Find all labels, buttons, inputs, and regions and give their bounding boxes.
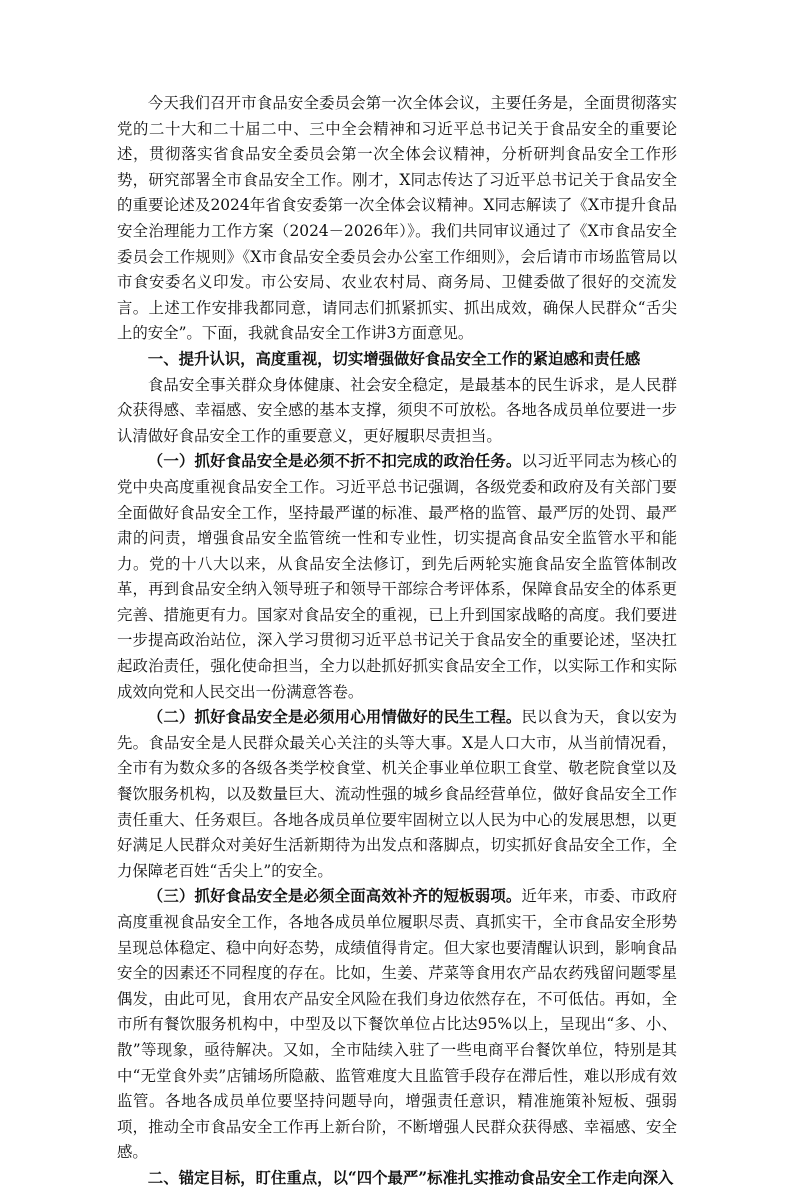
point-1-lead: （一）抓好食品安全是必须不折不扣完成的政治任务。 (147, 452, 522, 471)
point-3-paragraph (117, 884, 677, 1166)
document-body (117, 91, 677, 1192)
intro-paragraph: 今天我们召开市食品安全委员会第一次全体会议，主要任务是，全面贯彻落实党的二十大和二十届二中、三中全会精神和习近平总书记关于食品安全的重要论述，贯彻落实省食品安全委员会第一次全体会议精神，分析研判食品安全工作形势，研究部署全市食品安全工作。刚才，X同志传达了习近平总书记关于食品安全的重要论述及2024年省食安委第一次全体会议精神。X同志解读了《X市提升食品安全治理能力工作方案（2024－2026年）》。我们共同审议通过了《X市食品安全委员会工作规则》《X市食品安全委员会办公室工作细则》，会后请市市场监管局以市食安委名义印发。市公安局、农业农村局、商务局、卫健委做了很好的交流发言。上述工作安排我都同意，请同志们抓紧抓实、抓出成效，确保人民群众“舌尖上的安全”。下面，我就食品安全工作讲3方面意见。 (117, 94, 677, 343)
section-2-heading: 二、锚定目标，盯住重点，以“四个最严”标准扎实推动食品安全工作走向深入 (147, 1168, 674, 1187)
point-1-paragraph (117, 449, 677, 705)
point-1-body: 以习近平同志为核心的党中央高度重视食品安全工作。习近平总书记强调，各级党委和政府及有关部门要全面做好食品安全工作，坚持最严谨的标准、最严格的监管、最严厉的处罚、最严肃的问责，增强食品安全监管统一性和专业性，切实提高食品安全监管水平和能力。党的十八大以来，从食品安全法修订，到先后两轮实施食品安全监管体制改革，再到食品安全纳入领导班子和领导干部综合考评体系，保障食品安全的体系更完善、措施更有力。国家对食品安全的重视，已上升到国家战略的高度。我们要进一步提高政治站位，深入学习贯彻习近平总书记关于食品安全的重要论述，坚决扛起政治责任，强化使命担当，全力以赴抓好抓实食品安全工作，以实际工作和实际成效向党和人民交出一份满意答卷。 (117, 452, 677, 701)
point-2-paragraph (117, 705, 677, 884)
point-3-lead: （三）抓好食品安全是必须全面高效补齐的短板弱项。 (147, 887, 522, 906)
point-2-lead: （二）抓好食品安全是必须用心用情做好的民生工程。 (147, 708, 522, 727)
section-1-intro-paragraph: 食品安全事关群众身体健康、社会安全稳定，是最基本的民生诉求，是人民群众获得感、幸福感、安全感的基本支撑，须臾不可放松。各地各成员单位要进一步认清做好食品安全工作的重要意义，更好履职尽责担当。 (117, 375, 677, 445)
point-2-body: 民以食为天，食以安为先。食品安全是人民群众最关心关注的头等大事。X是人口大市，从当前情况看，全市有为数众多的各级各类学校食堂、机关企事业单位职工食堂、敬老院食堂以及餐饮服务机构，以及数量巨大、流动性强的城乡食品经营单位，做好食品安全工作责任重大、任务艰巨。各地各成员单位要牢固树立以人民为中心的发展思想，以更好满足人民群众对美好生活新期待为出发点和落脚点，切实抓好食品安全工作，全力保障老百姓“舌尖上”的安全。 (117, 708, 677, 880)
point-3-body: 近年来，市委、市政府高度重视食品安全工作，各地各成员单位履职尽责、真抓实干，全市食品安全形势呈现总体稳定、稳中向好态势，成绩值得肯定。但大家也要清醒认识到，影响食品安全的因素还不同程度的存在。比如，生姜、芹菜等食用农产品农药残留问题零星偶发，由此可见，食用农产品安全风险在我们身边依然存在，不可低估。再如，全市所有餐饮服务机构中，中型及以下餐饮单位占比达95%以上，呈现出“多、小、散”等现象，亟待解决。又如，全市陆续入驻了一些电商平台餐饮单位，特别是其中“无堂食外卖”店铺场所隐蔽、监管难度大且监管手段存在滞后性，难以形成有效监管。各地各成员单位要坚持问题导向，增强责任意识，精准施策补短板、强弱项，推动全市食品安全工作再上新台阶，不断增强人民群众获得感、幸福感、安全感。 (117, 887, 677, 1162)
section-1-heading: 一、提升认识，高度重视，切实增强做好食品安全工作的紧迫感和责任感 (147, 349, 641, 368)
